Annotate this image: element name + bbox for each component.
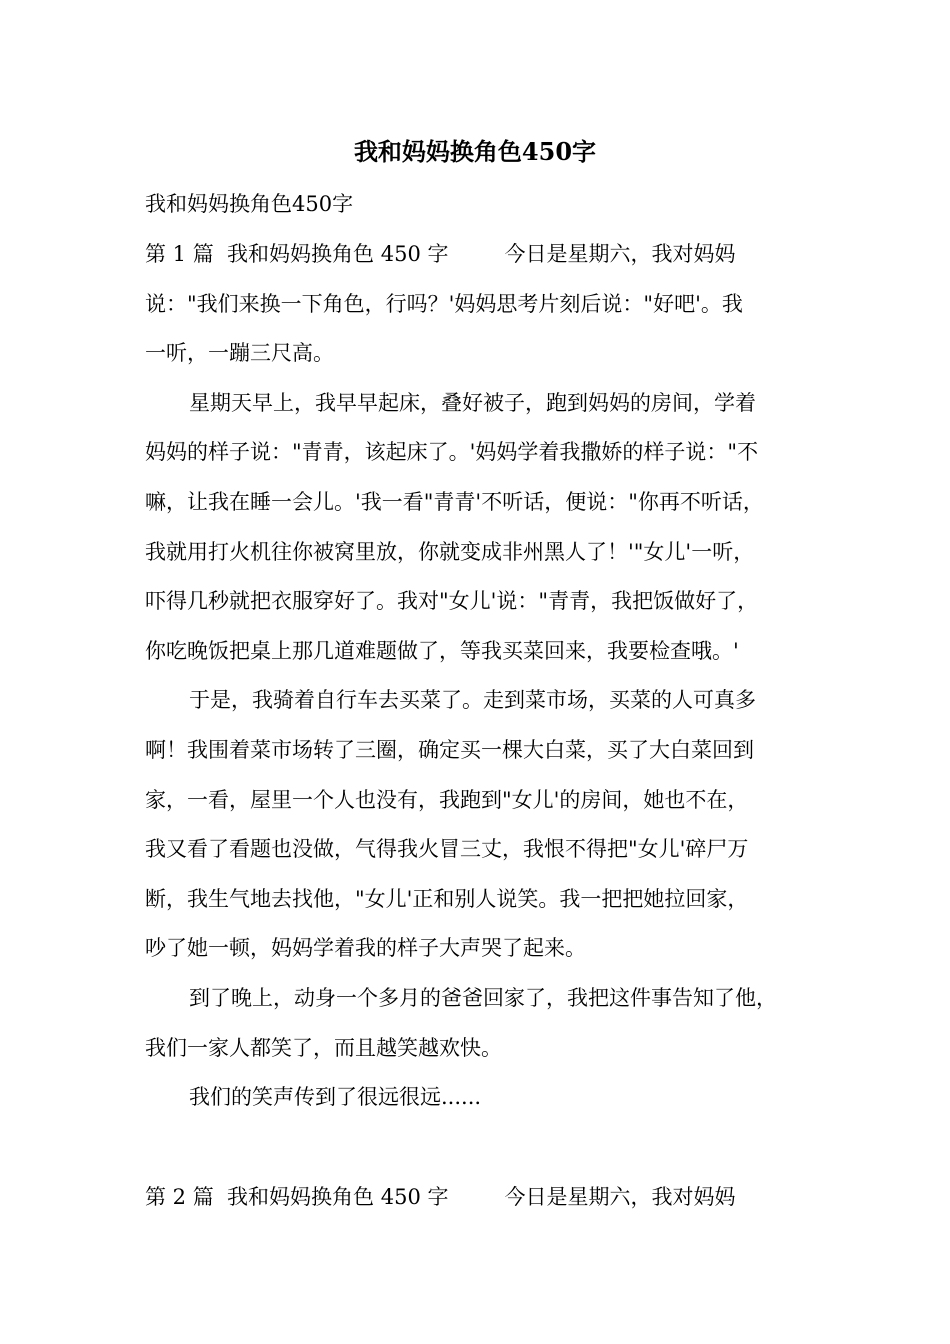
paragraph-line: 嘛，让我在睡一会儿。'我一看"青青'不听话，便说："你再不听话，	[145, 489, 764, 514]
paragraph-line: 我又看了看题也没做，气得我火冒三丈，我恨不得把"女儿'碎尸万	[145, 837, 749, 862]
article-1-heading: 第 1 篇 我和妈妈换角色 450 字	[145, 242, 449, 266]
paragraph-line: 我就用打火机往你被窝里放，你就变成非州黑人了！'"女儿'一听，	[145, 539, 755, 564]
paragraph-line: 一听，一蹦三尺高。	[145, 341, 334, 366]
article-2-first-line	[145, 1173, 825, 1223]
document-title: 我和妈妈换角色450字	[353, 137, 597, 166]
paragraph-line: 我们一家人都笑了，而且越笑越欢快。	[145, 1035, 502, 1060]
paragraph-line: 吓得几秒就把衣服穿好了。我对"女儿'说："青青，我把饭做好了，	[145, 589, 759, 614]
paragraph-line: 到了晚上，动身一个多月的爸爸回家了，我把这件事告知了他，	[189, 985, 777, 1010]
paragraph-line: 家，一看，屋里一个人也没有，我跑到"女儿'的房间，她也不在，	[145, 787, 749, 812]
paragraph-line: 星期天早上，我早早起床，叠好被子，跑到妈妈的房间，学着	[189, 390, 756, 415]
paragraph-line: 于是，我骑着自行车去买菜了。走到菜市场，买菜的人可真多	[189, 688, 756, 713]
paragraph-line: 今日是星期六，我对妈妈	[504, 242, 736, 266]
paragraph-line: 说："我们来换一下角色，行吗？'妈妈思考片刻后说："好吧'。我	[145, 291, 743, 316]
paragraph-line: 你吃晚饭把桌上那几道难题做了，等我买菜回来，我要检查哦。'	[145, 638, 739, 663]
article-1-first-line	[145, 230, 825, 280]
paragraph-line: 吵了她一顿，妈妈学着我的样子大声哭了起来。	[145, 936, 586, 961]
article-2	[145, 1173, 825, 1223]
paragraph-line: 今日是星期六，我对妈妈	[504, 1185, 736, 1209]
article-1	[145, 230, 825, 1123]
article-2-heading: 第 2 篇 我和妈妈换角色 450 字	[145, 1185, 449, 1209]
subtitle-line: 我和妈妈换角色450字	[145, 192, 354, 216]
paragraph-line: 妈妈的样子说："青青，该起床了。'妈妈学着我撒娇的样子说："不	[145, 440, 759, 465]
paragraph-line: 断，我生气地去找他，"女儿'正和别人说笑。我一把把她拉回家，	[145, 886, 749, 911]
paragraph-line: 我们的笑声传到了很远很远......	[189, 1085, 482, 1110]
document-subtitle	[145, 180, 825, 230]
paragraph-line: 啊！我围着菜市场转了三圈，确定买一棵大白菜，买了大白菜回到	[145, 737, 754, 762]
